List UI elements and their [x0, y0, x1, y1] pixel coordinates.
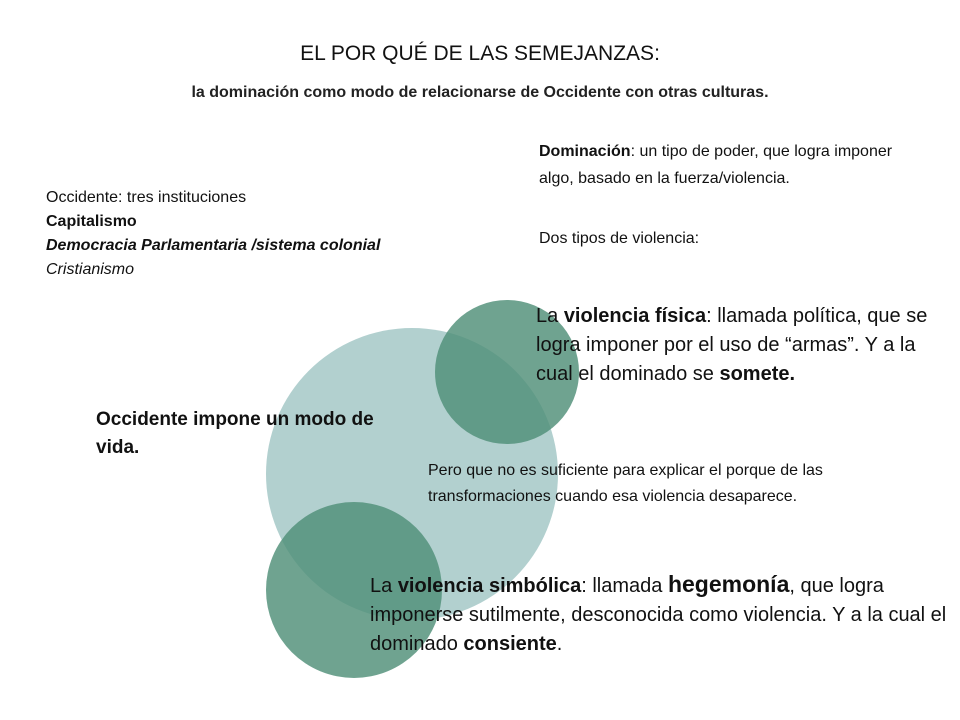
page-subtitle: la dominación como modo de relacionarse de Occidente con otras culturas.	[191, 84, 769, 101]
symbolic-dot: .	[556, 633, 563, 655]
physical-violence-text	[536, 302, 936, 389]
institutions-heading: Occidente: tres instituciones	[46, 189, 247, 206]
impose-text: Occidente impone un modo de vida.	[96, 409, 374, 458]
institution-christianity: Cristianismo	[46, 261, 135, 278]
physical-term: violencia física	[563, 305, 707, 327]
symbolic-term: violencia simbólica	[397, 575, 582, 597]
physical-text-1: La	[536, 305, 564, 327]
two-types-label: Dos tipos de violencia:	[539, 230, 700, 247]
symbolic-end: consiente	[463, 633, 557, 655]
symbolic-text-2: : llamada	[581, 575, 668, 597]
definition-text: : un tipo de poder, que logra imponer algo, basado en la fuerza/violencia.	[539, 143, 893, 187]
definition-term: Dominación	[539, 143, 631, 160]
insufficient-text: Pero que no es suficiente para explicar el porque de las transformaciones cuando esa violencia desaparece.	[428, 462, 823, 505]
physical-end: somete.	[719, 363, 796, 385]
page-title: EL POR QUÉ DE LAS SEMEJANZAS:	[300, 42, 660, 65]
symbolic-text-3: , que logra imponerse sutilmente, desconocida como violencia. Y a la cual el dominado	[370, 575, 947, 655]
institution-capitalism: Capitalismo	[46, 213, 137, 230]
hegemony-term: hegemonía	[667, 571, 790, 597]
institution-democracy: Democracia Parlamentaria /sistema colonial	[46, 237, 381, 254]
symbolic-text-1: La	[370, 575, 398, 597]
physical-text-2: : llamada política, que se logra imponer por el uso de “armas”. Y a la cual el dominado se	[536, 305, 928, 385]
symbolic-violence-text	[370, 570, 950, 659]
